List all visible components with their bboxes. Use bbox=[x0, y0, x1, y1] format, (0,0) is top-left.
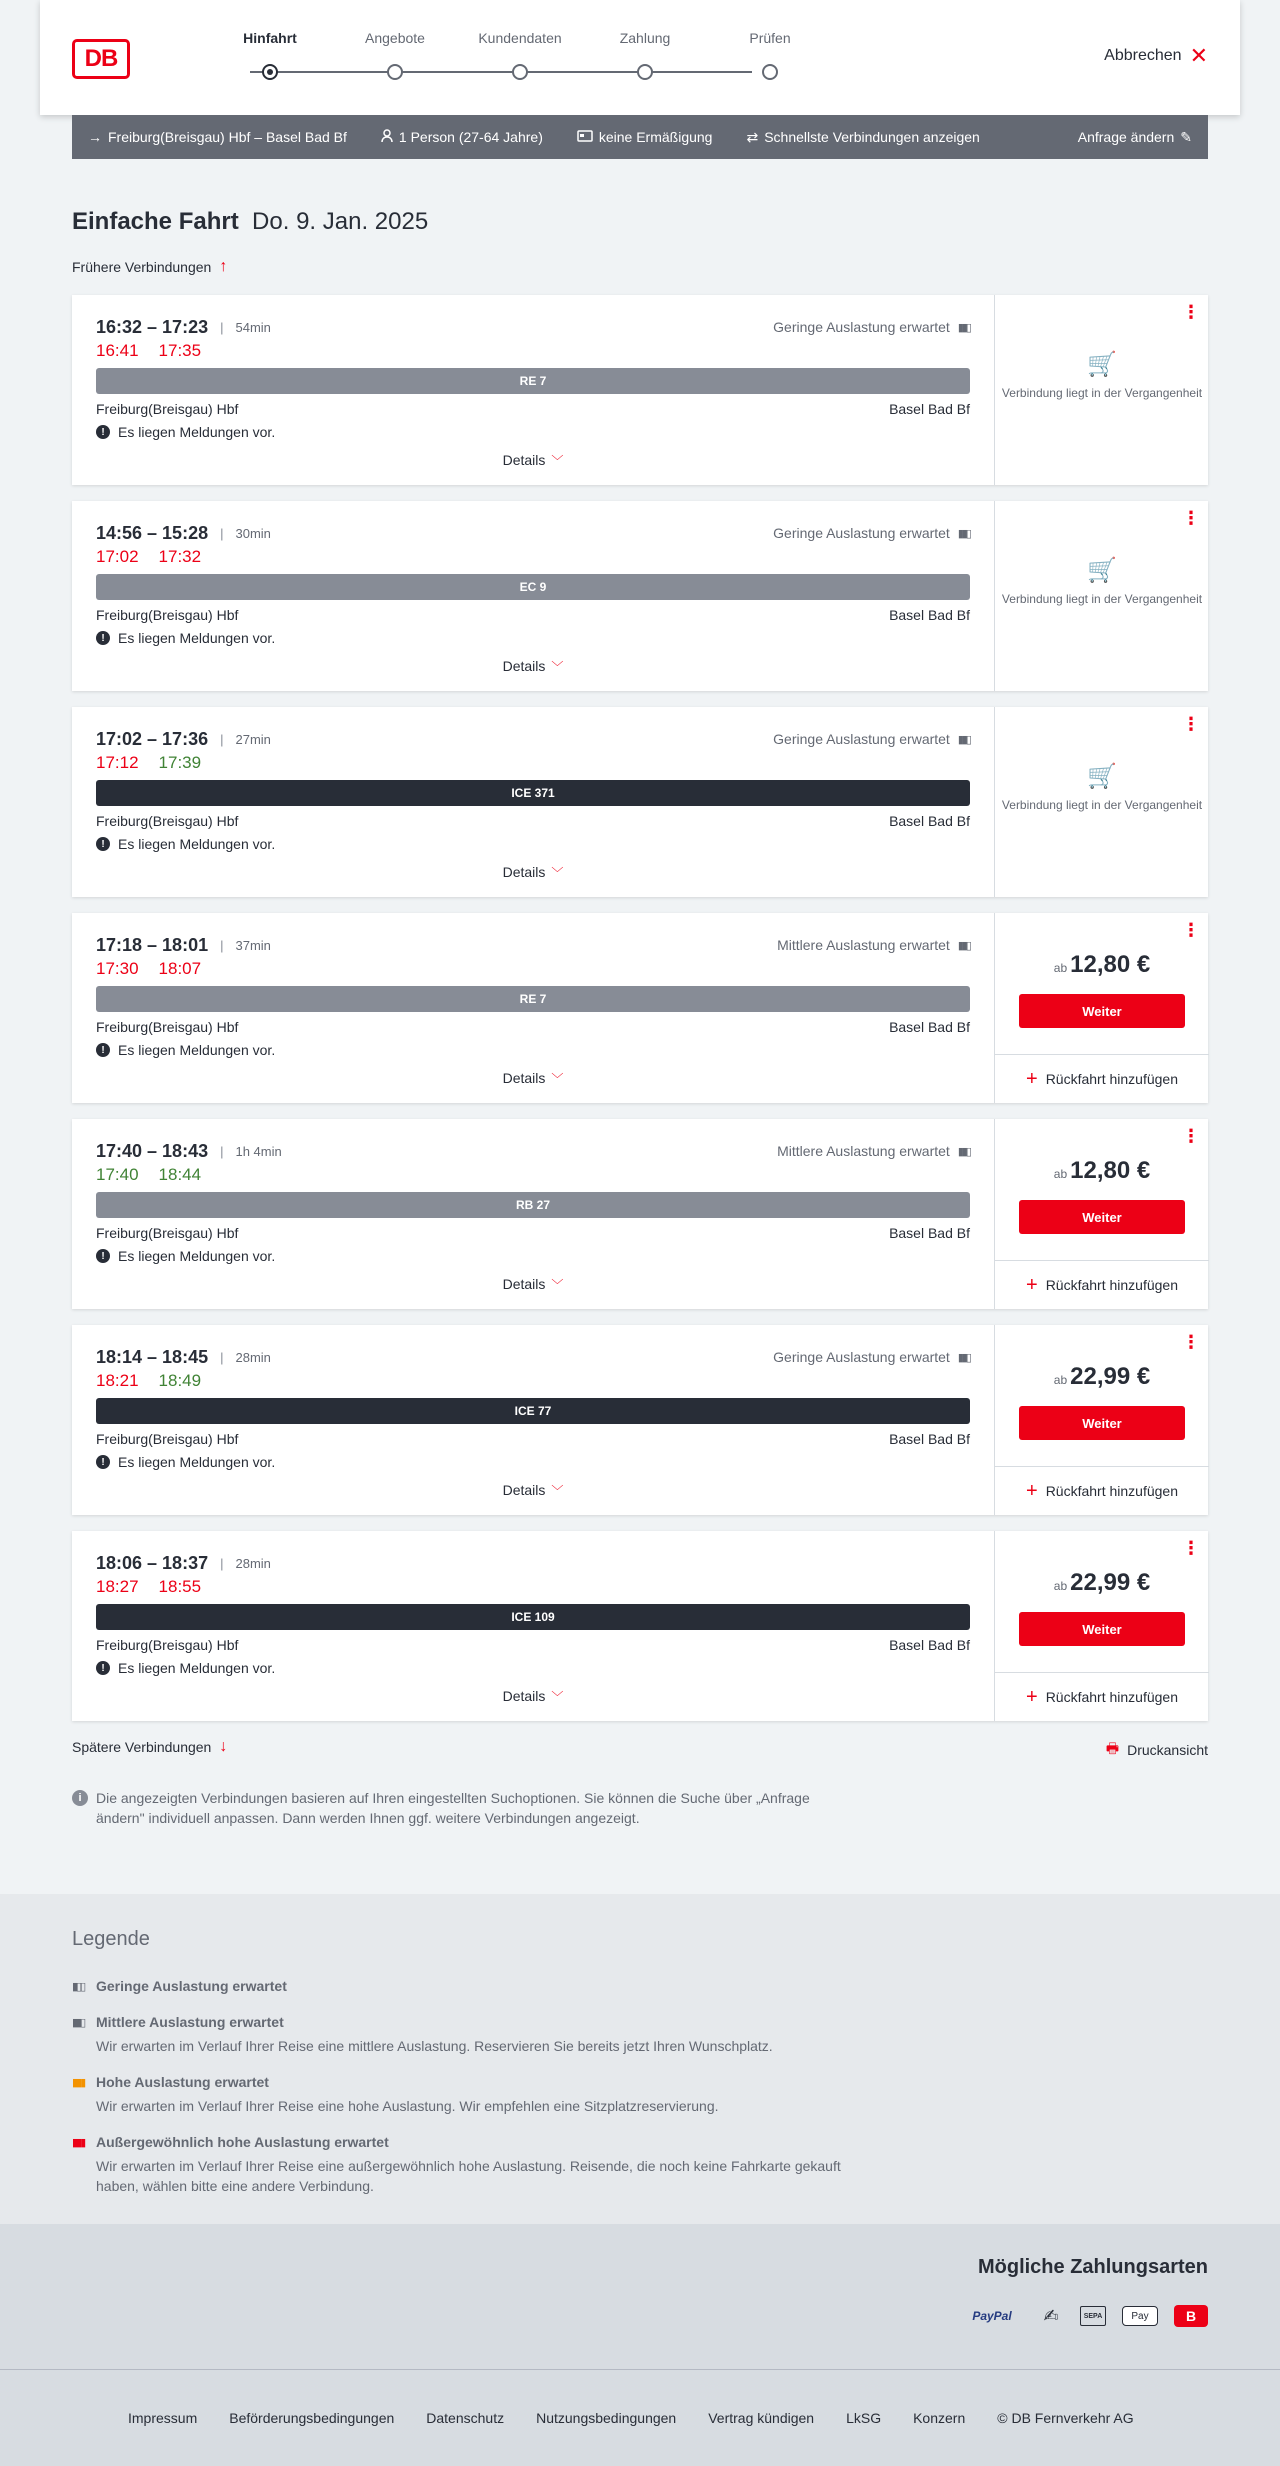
more-options-icon[interactable]: ⋮ bbox=[1182, 714, 1200, 734]
connection-main bbox=[72, 913, 994, 1103]
past-label: Verbindung liegt in der Vergangenheit bbox=[1001, 386, 1203, 400]
origin-station: Freiburg(Breisgau) Hbf bbox=[96, 813, 239, 829]
connection-main bbox=[72, 501, 994, 691]
price bbox=[995, 1363, 1209, 1391]
details-toggle[interactable] bbox=[72, 1070, 994, 1087]
footer-link[interactable]: Vertrag kündigen bbox=[708, 2410, 815, 2426]
connection-card[interactable] bbox=[72, 501, 1208, 691]
return-label: Rückfahrt hinzufügen bbox=[1045, 1483, 1178, 1499]
separator: | bbox=[220, 526, 224, 541]
train-bar[interactable]: ICE 371 bbox=[96, 780, 970, 806]
alert-icon: ! bbox=[96, 1249, 110, 1263]
plus-icon: + bbox=[1026, 1685, 1038, 1708]
cancel-button[interactable] bbox=[1104, 43, 1208, 68]
duration: 28min bbox=[235, 1556, 271, 1571]
add-return-trip-button[interactable] bbox=[995, 1260, 1209, 1309]
realtime-times bbox=[96, 341, 201, 361]
occupancy-label: Geringe Auslastung erwartet bbox=[773, 319, 950, 335]
details-label: Details bbox=[502, 658, 546, 674]
query-persons bbox=[381, 129, 543, 146]
past-connection-note bbox=[995, 351, 1209, 401]
duration: 30min bbox=[235, 526, 271, 541]
change-query-label: Anfrage ändern bbox=[1077, 129, 1175, 145]
alert-icon: ! bbox=[96, 1043, 110, 1057]
step-dot bbox=[762, 64, 778, 80]
alert-icon: ! bbox=[96, 631, 110, 645]
plus-icon: + bbox=[1026, 1273, 1038, 1296]
separator: | bbox=[220, 1556, 224, 1571]
step-pruefen bbox=[710, 30, 830, 48]
paypal-icon: PayPal bbox=[972, 2309, 1012, 2323]
occupancy-label: Geringe Auslastung erwartet bbox=[773, 731, 950, 747]
past-connection-note bbox=[995, 557, 1209, 607]
cart-icon: 🛒 bbox=[1087, 351, 1117, 378]
connection-offer bbox=[994, 707, 1208, 897]
messages-notice bbox=[96, 630, 275, 646]
continue-button[interactable]: Weiter bbox=[1019, 994, 1185, 1028]
occupancy-medium-icon: ▮▮▯ bbox=[72, 2016, 85, 2029]
realtime-arrival: 18:07 bbox=[158, 959, 202, 978]
occupancy-icon: ▮▮▯ bbox=[957, 733, 970, 746]
time-range: 17:40 – 18:43 bbox=[96, 1141, 209, 1161]
alert-icon: ! bbox=[96, 425, 110, 439]
connection-offer bbox=[994, 1119, 1208, 1309]
train-bar[interactable]: RE 7 bbox=[96, 986, 970, 1012]
realtime-arrival: 18:55 bbox=[158, 1577, 202, 1596]
footer-link[interactable]: LkSG bbox=[846, 2410, 882, 2426]
cart-icon: 🛒 bbox=[1087, 763, 1117, 790]
footer-link[interactable]: Konzern bbox=[913, 2410, 966, 2426]
more-options-icon[interactable]: ⋮ bbox=[1182, 1538, 1200, 1558]
step-kundendaten bbox=[460, 30, 580, 48]
legend-item-extreme bbox=[72, 2134, 872, 2196]
scheduled-times bbox=[96, 1141, 282, 1162]
apple-pay-icon bbox=[1122, 2306, 1158, 2326]
person-icon bbox=[381, 129, 393, 146]
details-label: Details bbox=[502, 452, 546, 468]
payment-methods bbox=[0, 2224, 1280, 2369]
messages-notice bbox=[96, 1042, 275, 1058]
step-dot bbox=[262, 64, 278, 80]
occupancy-label: Geringe Auslastung erwartet bbox=[773, 525, 950, 541]
past-label: Verbindung liegt in der Vergangenheit bbox=[1001, 592, 1203, 606]
alert-icon: ! bbox=[96, 1455, 110, 1469]
stepper-line bbox=[250, 71, 752, 73]
sepa-icon: SEPA bbox=[1080, 2306, 1106, 2326]
train-bar[interactable]: ICE 109 bbox=[96, 1604, 970, 1630]
earlier-label: Frühere Verbindungen bbox=[72, 259, 212, 275]
step-dot bbox=[512, 64, 528, 80]
chevron-down-icon: ﹀ bbox=[551, 1484, 564, 1498]
card-icon bbox=[577, 129, 593, 145]
pencil-icon: ✎ bbox=[1180, 128, 1192, 145]
messages-notice bbox=[96, 424, 275, 440]
header bbox=[40, 0, 1240, 115]
realtime-arrival: 17:35 bbox=[158, 341, 202, 360]
footer bbox=[0, 2369, 1280, 2466]
destination-station: Basel Bad Bf bbox=[889, 1019, 970, 1035]
price-amount: 22,99 € bbox=[1070, 1569, 1151, 1596]
scheduled-times bbox=[96, 935, 271, 956]
step-label: Angebote bbox=[365, 30, 425, 46]
info-icon: i bbox=[72, 1790, 88, 1806]
price-prefix: ab bbox=[1053, 1373, 1068, 1387]
connection-main bbox=[72, 707, 994, 897]
occupancy-icon: ▮▮▯ bbox=[957, 939, 970, 952]
continue-button[interactable]: Weiter bbox=[1019, 1200, 1185, 1234]
details-toggle[interactable] bbox=[72, 452, 994, 469]
connection-main bbox=[72, 295, 994, 485]
legend-item-desc: Wir erwarten im Verlauf Ihrer Reise eine mittlere Auslastung. Reservieren Sie bereits jetzt Ihren Wunschplatz. bbox=[96, 2038, 773, 2054]
connection-main bbox=[72, 1531, 994, 1721]
destination-station: Basel Bad Bf bbox=[889, 1431, 970, 1447]
chevron-down-icon: ﹀ bbox=[551, 1072, 564, 1086]
occupancy-info bbox=[773, 319, 970, 335]
step-label: Prüfen bbox=[749, 30, 791, 46]
connection-card[interactable] bbox=[72, 1325, 1208, 1515]
connection-offer bbox=[994, 1531, 1208, 1721]
price-prefix: ab bbox=[1053, 1579, 1068, 1593]
step-angebote bbox=[335, 30, 455, 48]
query-route-label: Freiburg(Breisgau) Hbf – Basel Bad Bf bbox=[108, 129, 347, 145]
time-range: 17:02 – 17:36 bbox=[96, 729, 209, 749]
price-amount: 22,99 € bbox=[1070, 1363, 1151, 1390]
train-bar[interactable]: RB 27 bbox=[96, 1192, 970, 1218]
connection-offer bbox=[994, 501, 1208, 691]
scheduled-times bbox=[96, 523, 271, 544]
realtime-times bbox=[96, 959, 201, 979]
origin-station: Freiburg(Breisgau) Hbf bbox=[96, 401, 239, 417]
printer-icon: 🖶 bbox=[1105, 1740, 1120, 1756]
details-toggle[interactable] bbox=[72, 1276, 994, 1293]
occupancy-high-icon: ▮▮▮ bbox=[72, 2076, 85, 2089]
details-toggle[interactable] bbox=[72, 1688, 994, 1705]
return-label: Rückfahrt hinzufügen bbox=[1045, 1071, 1178, 1087]
payment-icons bbox=[962, 2304, 1208, 2328]
legend-item-medium bbox=[72, 2014, 872, 2056]
price-prefix: ab bbox=[1053, 961, 1068, 975]
apple-pay-label: Pay bbox=[1131, 2310, 1149, 2322]
occupancy-extreme-icon: ▮▮▮ bbox=[72, 2136, 85, 2149]
origin-station: Freiburg(Breisgau) Hbf bbox=[96, 1019, 239, 1035]
more-options-icon[interactable]: ⋮ bbox=[1182, 302, 1200, 322]
realtime-departure: 17:30 bbox=[96, 959, 139, 978]
change-query-button[interactable] bbox=[1078, 129, 1192, 146]
continue-button[interactable]: Weiter bbox=[1019, 1406, 1185, 1440]
query-fastest-label: Schnellste Verbindungen anzeigen bbox=[764, 129, 980, 145]
origin-station: Freiburg(Breisgau) Hbf bbox=[96, 1431, 239, 1447]
occupancy-info bbox=[777, 937, 970, 953]
occupancy-icon: ▮▮▯ bbox=[957, 527, 970, 540]
plus-icon: + bbox=[1026, 1067, 1038, 1090]
realtime-departure: 18:27 bbox=[96, 1577, 139, 1596]
duration: 37min bbox=[235, 938, 271, 953]
details-label: Details bbox=[502, 1688, 546, 1704]
price bbox=[995, 1157, 1209, 1185]
occupancy-icon: ▮▮▯ bbox=[957, 1145, 970, 1158]
price-amount: 12,80 € bbox=[1070, 1157, 1151, 1184]
footer-links bbox=[128, 2410, 1134, 2426]
messages-label: Es liegen Meldungen vor. bbox=[118, 630, 276, 646]
alert-icon: ! bbox=[96, 1661, 110, 1675]
return-label: Rückfahrt hinzufügen bbox=[1045, 1277, 1178, 1293]
realtime-times bbox=[96, 753, 201, 773]
trip-date: Do. 9. Jan. 2025 bbox=[252, 208, 429, 235]
messages-notice bbox=[96, 1660, 275, 1676]
page-title bbox=[72, 208, 428, 236]
db-logo[interactable]: DB bbox=[72, 39, 130, 79]
arrow-right-icon: → bbox=[88, 129, 102, 145]
more-options-icon[interactable]: ⋮ bbox=[1182, 920, 1200, 940]
occupancy-low-icon: ▮▯▯ bbox=[72, 1980, 85, 1993]
origin-station: Freiburg(Breisgau) Hbf bbox=[96, 1637, 239, 1653]
details-label: Details bbox=[502, 1070, 546, 1086]
train-bar[interactable]: RE 7 bbox=[96, 368, 970, 394]
messages-notice bbox=[96, 1454, 275, 1470]
legend-item-title: Geringe Auslastung erwartet bbox=[96, 1978, 287, 1994]
destination-station: Basel Bad Bf bbox=[889, 1637, 970, 1653]
chevron-down-icon: ﹀ bbox=[551, 454, 564, 468]
price-prefix: ab bbox=[1053, 1167, 1068, 1181]
connection-card[interactable] bbox=[72, 707, 1208, 897]
legend-item-title: Außergewöhnlich hohe Auslastung erwartet bbox=[96, 2134, 389, 2150]
legend-section bbox=[0, 1894, 1280, 2224]
cancel-label: Abbrechen bbox=[1104, 47, 1182, 64]
chevron-down-icon: ﹀ bbox=[551, 1278, 564, 1292]
time-range: 16:32 – 17:23 bbox=[96, 317, 209, 337]
realtime-times bbox=[96, 547, 201, 567]
print-label: Druckansicht bbox=[1127, 1742, 1208, 1758]
close-icon: ✕ bbox=[1189, 43, 1208, 68]
price bbox=[995, 951, 1209, 979]
details-label: Details bbox=[502, 864, 546, 880]
step-hinfahrt[interactable] bbox=[210, 30, 330, 48]
info-note bbox=[72, 1788, 852, 1828]
destination-station: Basel Bad Bf bbox=[889, 607, 970, 623]
separator: | bbox=[220, 938, 224, 953]
cart-icon: 🛒 bbox=[1087, 557, 1117, 584]
occupancy-icon: ▮▮▯ bbox=[957, 321, 970, 334]
later-label: Spätere Verbindungen bbox=[72, 1739, 212, 1755]
duration: 27min bbox=[235, 732, 271, 747]
legend-item-desc: Wir erwarten im Verlauf Ihrer Reise eine hohe Auslastung. Wir empfehlen eine Sitzplatzreservierung. bbox=[96, 2098, 719, 2114]
details-toggle[interactable] bbox=[72, 864, 994, 881]
separator: | bbox=[220, 1350, 224, 1365]
messages-label: Es liegen Meldungen vor. bbox=[118, 1660, 276, 1676]
price bbox=[995, 1569, 1209, 1597]
train-bar[interactable]: ICE 77 bbox=[96, 1398, 970, 1424]
legend-item-high bbox=[72, 2074, 872, 2116]
connection-card[interactable] bbox=[72, 913, 1208, 1103]
realtime-departure: 17:40 bbox=[96, 1165, 139, 1184]
connection-card[interactable] bbox=[72, 1119, 1208, 1309]
signature-icon: ✍ bbox=[1043, 2305, 1059, 2326]
occupancy-info bbox=[773, 731, 970, 747]
past-label: Verbindung liegt in der Vergangenheit bbox=[1001, 798, 1203, 812]
realtime-times bbox=[96, 1165, 201, 1185]
footer-link[interactable]: Nutzungsbedingungen bbox=[536, 2410, 677, 2426]
messages-label: Es liegen Meldungen vor. bbox=[118, 424, 276, 440]
earlier-connections-link[interactable] bbox=[72, 258, 227, 276]
price-amount: 12,80 € bbox=[1070, 951, 1151, 978]
details-label: Details bbox=[502, 1276, 546, 1292]
occupancy-info bbox=[777, 1143, 970, 1159]
connection-offer bbox=[994, 913, 1208, 1103]
occupancy-info bbox=[773, 525, 970, 541]
scheduled-times bbox=[96, 317, 271, 338]
time-range: 18:06 – 18:37 bbox=[96, 1553, 209, 1573]
later-connections-link[interactable] bbox=[72, 1738, 227, 1756]
step-label: Kundendaten bbox=[478, 30, 562, 46]
payment-title: Mögliche Zahlungsarten bbox=[977, 2256, 1208, 2278]
realtime-departure: 17:02 bbox=[96, 547, 139, 566]
duration: 28min bbox=[235, 1350, 271, 1365]
messages-label: Es liegen Meldungen vor. bbox=[118, 1454, 276, 1470]
query-discount-label: keine Ermäßigung bbox=[598, 129, 713, 145]
booking-stepper bbox=[210, 30, 791, 90]
occupancy-icon: ▮▮▯ bbox=[957, 1351, 970, 1364]
duration: 54min bbox=[235, 320, 271, 335]
query-discount bbox=[577, 129, 713, 145]
realtime-arrival: 18:44 bbox=[158, 1165, 202, 1184]
origin-station: Freiburg(Breisgau) Hbf bbox=[96, 1225, 239, 1241]
chevron-down-icon: ﹀ bbox=[551, 1690, 564, 1704]
swap-icon: ⇄ bbox=[746, 128, 759, 145]
legend-item-title: Hohe Auslastung erwartet bbox=[96, 2074, 269, 2090]
more-options-icon[interactable]: ⋮ bbox=[1182, 1332, 1200, 1352]
scheduled-times bbox=[96, 1347, 271, 1368]
occupancy-label: Mittlere Auslastung erwartet bbox=[777, 1143, 950, 1159]
plus-icon: + bbox=[1026, 1479, 1038, 1502]
step-zahlung bbox=[585, 30, 705, 48]
occupancy-label: Mittlere Auslastung erwartet bbox=[777, 937, 950, 953]
separator: | bbox=[220, 732, 224, 747]
legend-item-desc: Wir erwarten im Verlauf Ihrer Reise eine außergewöhnlich hohe Auslastung. Reisende, die noch keine Fahrkarte gekauft haben, wählen bitte eine andere Verbindung. bbox=[96, 2158, 841, 2194]
alert-icon: ! bbox=[96, 837, 110, 851]
time-range: 17:18 – 18:01 bbox=[96, 935, 209, 955]
connection-offer bbox=[994, 1325, 1208, 1515]
separator: | bbox=[220, 320, 224, 335]
legend-item-title: Mittlere Auslastung erwartet bbox=[96, 2014, 284, 2030]
connection-card[interactable] bbox=[72, 1531, 1208, 1721]
info-text: Die angezeigten Verbindungen basieren auf Ihren eingestellten Suchoptionen. Sie können die Suche über „Anfrage ändern" individuell anpassen. Dann werden Ihnen ggf. weitere Verbindungen angezeigt. bbox=[96, 1790, 810, 1826]
realtime-arrival: 17:39 bbox=[158, 753, 202, 772]
more-options-icon[interactable]: ⋮ bbox=[1182, 1126, 1200, 1146]
realtime-arrival: 18:49 bbox=[158, 1371, 202, 1390]
messages-label: Es liegen Meldungen vor. bbox=[118, 1042, 276, 1058]
realtime-departure: 17:12 bbox=[96, 753, 139, 772]
arrow-down-icon: ↓ bbox=[219, 1738, 228, 1755]
details-label: Details bbox=[502, 1482, 546, 1498]
realtime-times bbox=[96, 1371, 201, 1391]
step-dot bbox=[387, 64, 403, 80]
realtime-times bbox=[96, 1577, 201, 1597]
db-pay-icon: B bbox=[1174, 2305, 1208, 2327]
arrow-up-icon: ↑ bbox=[219, 258, 228, 275]
realtime-departure: 18:21 bbox=[96, 1371, 139, 1390]
return-label: Rückfahrt hinzufügen bbox=[1045, 1689, 1178, 1705]
add-return-trip-button[interactable] bbox=[995, 1672, 1209, 1721]
chevron-down-icon: ﹀ bbox=[551, 866, 564, 880]
chevron-down-icon: ﹀ bbox=[551, 660, 564, 674]
occupancy-info bbox=[773, 1349, 970, 1365]
more-options-icon[interactable]: ⋮ bbox=[1182, 508, 1200, 528]
occupancy-label: Geringe Auslastung erwartet bbox=[773, 1349, 950, 1365]
connection-card[interactable] bbox=[72, 295, 1208, 485]
legend-title: Legende bbox=[72, 1928, 150, 1950]
footer-link[interactable]: Impressum bbox=[128, 2410, 198, 2426]
messages-label: Es liegen Meldungen vor. bbox=[118, 836, 276, 852]
footer-link: © DB Fernverkehr AG bbox=[997, 2410, 1134, 2426]
scheduled-times bbox=[96, 729, 271, 750]
print-view-link[interactable] bbox=[1106, 1738, 1208, 1762]
query-route bbox=[88, 129, 347, 145]
connection-main bbox=[72, 1325, 994, 1515]
add-return-trip-button[interactable] bbox=[995, 1466, 1209, 1515]
realtime-departure: 16:41 bbox=[96, 341, 139, 360]
messages-notice bbox=[96, 836, 275, 852]
connection-offer bbox=[994, 295, 1208, 485]
separator: | bbox=[220, 1144, 224, 1159]
time-range: 18:14 – 18:45 bbox=[96, 1347, 209, 1367]
step-label: Zahlung bbox=[619, 30, 671, 46]
time-range: 14:56 – 15:28 bbox=[96, 523, 209, 543]
footer-link[interactable]: Datenschutz bbox=[426, 2410, 505, 2426]
past-connection-note bbox=[995, 763, 1209, 813]
realtime-arrival: 17:32 bbox=[158, 547, 202, 566]
query-summary-bar bbox=[72, 115, 1208, 159]
destination-station: Basel Bad Bf bbox=[889, 401, 970, 417]
add-return-trip-button[interactable] bbox=[995, 1054, 1209, 1103]
step-dot bbox=[637, 64, 653, 80]
origin-station: Freiburg(Breisgau) Hbf bbox=[96, 607, 239, 623]
details-toggle[interactable] bbox=[72, 658, 994, 675]
messages-label: Es liegen Meldungen vor. bbox=[118, 1248, 276, 1264]
destination-station: Basel Bad Bf bbox=[889, 1225, 970, 1241]
details-toggle[interactable] bbox=[72, 1482, 994, 1499]
query-persons-label: 1 Person (27-64 Jahre) bbox=[398, 129, 543, 145]
train-bar[interactable]: EC 9 bbox=[96, 574, 970, 600]
duration: 1h 4min bbox=[235, 1144, 282, 1159]
trip-type: Einfache Fahrt bbox=[72, 208, 239, 235]
messages-notice bbox=[96, 1248, 275, 1264]
query-fastest bbox=[746, 129, 979, 146]
step-label: Hinfahrt bbox=[243, 30, 297, 46]
destination-station: Basel Bad Bf bbox=[889, 813, 970, 829]
footer-link[interactable]: Beförderungsbedingungen bbox=[229, 2410, 395, 2426]
connection-main bbox=[72, 1119, 994, 1309]
continue-button[interactable]: Weiter bbox=[1019, 1612, 1185, 1646]
legend-item-low bbox=[72, 1978, 872, 1994]
scheduled-times bbox=[96, 1553, 271, 1574]
